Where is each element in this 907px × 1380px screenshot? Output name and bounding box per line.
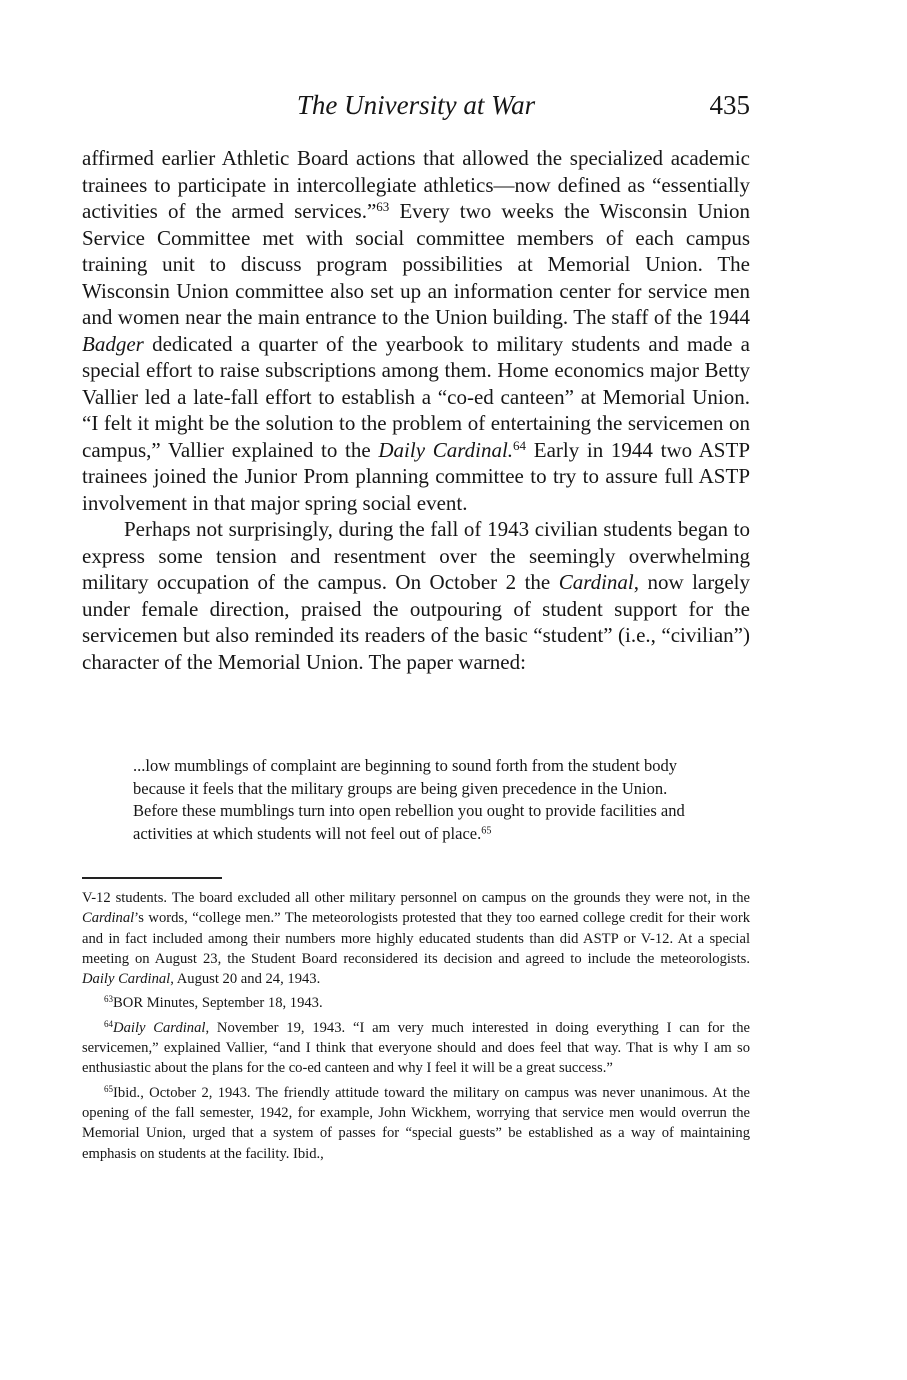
footnote-continued: V-12 students. The board excluded all other military personnel on campus on the grounds they were not, in the Cardinal’s words, “college men.” The meteorologists protested that they too earned college credit for their work and in fact included among their numbers more highly educated students than did ASTP or V-12. At a special meeting on August 23, the Student Board reconsidered its decision and agreed to include the meteorologists. Daily Cardinal, August 20 and 24, 1943. xyxy=(82,890,750,988)
body-text xyxy=(82,145,750,675)
footnote-64: $^{64}$Daily Cardinal, November 19, 1943. “I am very much interested in doing everything I can for the servicemen,” explained Vallier, “and I think that everyone should and does feel that way. That is why I am so enthusiastic about the plans for the co-ed canteen and why I feel it will be a great success.” xyxy=(82,1018,750,1077)
daily-cardinal-title: Daily Cardinal. xyxy=(378,437,514,462)
badger-title: Badger xyxy=(82,331,144,356)
footnotes xyxy=(82,888,750,1168)
footnote-ref-63: 63 xyxy=(376,198,390,214)
page-header xyxy=(82,88,750,124)
running-title: The University at War xyxy=(296,90,536,120)
body-paragraph-1: affirmed earlier Athletic Board actions that allowed the specialized academic trainees to participate in intercollegiate athletics—now defined as “essentially activities of the armed services.”$^{63}$ Every two weeks the Wisconsin Union Service Committee met with social committee members of each campus training unit to discuss program possibilities at Memorial Union. The Wisconsin Union committee also set up an information center for service men and women near the main entrance to the Union building. The staff of the 1944 Badger dedicated a quarter of the yearbook to military students and made a special effort to raise subscriptions among them. Home economics major Betty Vallier led a late-fall effort to establish a “co-ed canteen” at Memorial Union. “I felt it might be the solution to the problem of entertaining the servicemen on campus,” Vallier explained to the Daily Cardinal.$^{64}$ Early in 1944 two ASTP trainees joined the Junior Prom planning committee to try to assure full ASTP involvement in that major spring social event. xyxy=(82,146,750,515)
footnote-63: $^{63}$BOR Minutes, September 18, 1943. xyxy=(104,994,323,1012)
footnote-divider xyxy=(82,877,222,879)
cardinal-title: Cardinal xyxy=(558,570,634,594)
footnote-65: $^{65}$Ibid., October 2, 1943. The friendly attitude toward the military on campus was never unanimous. At the opening of the fall semester, 1942, for example, John Wickhem, worrying that service men would overrun the Memorial Union, urged that a system of passes for “special guests” be established as a way of maintaining emphasis on students at the facility. Ibid., xyxy=(82,1083,750,1162)
block-quote: ...low mumblings of complaint are beginning to sound forth from the student body because it feels that the military groups are being given precedence in the Union. Before these mumblings turn into open rebellion you ought to provide facilities and activities at which students will not feel out of place.$^{65}$ xyxy=(133,756,685,843)
body-paragraph-2: Perhaps not surprisingly, during the fall of 1943 civilian students began to express some tension and resentment over the seemingly overwhelming military occupation of the campus. On October 2 the Cardinal, now largely under female direction, praised the outpouring of student support for the servicemen but also reminded its readers of the basic “student” (i.e., “civilian”) character of the Memorial Union. The paper warned: xyxy=(82,517,751,674)
footnote-ref-64: 64 xyxy=(513,437,527,453)
page-number: 435 xyxy=(709,90,750,120)
footnote-ref-65: 65 xyxy=(481,824,492,836)
